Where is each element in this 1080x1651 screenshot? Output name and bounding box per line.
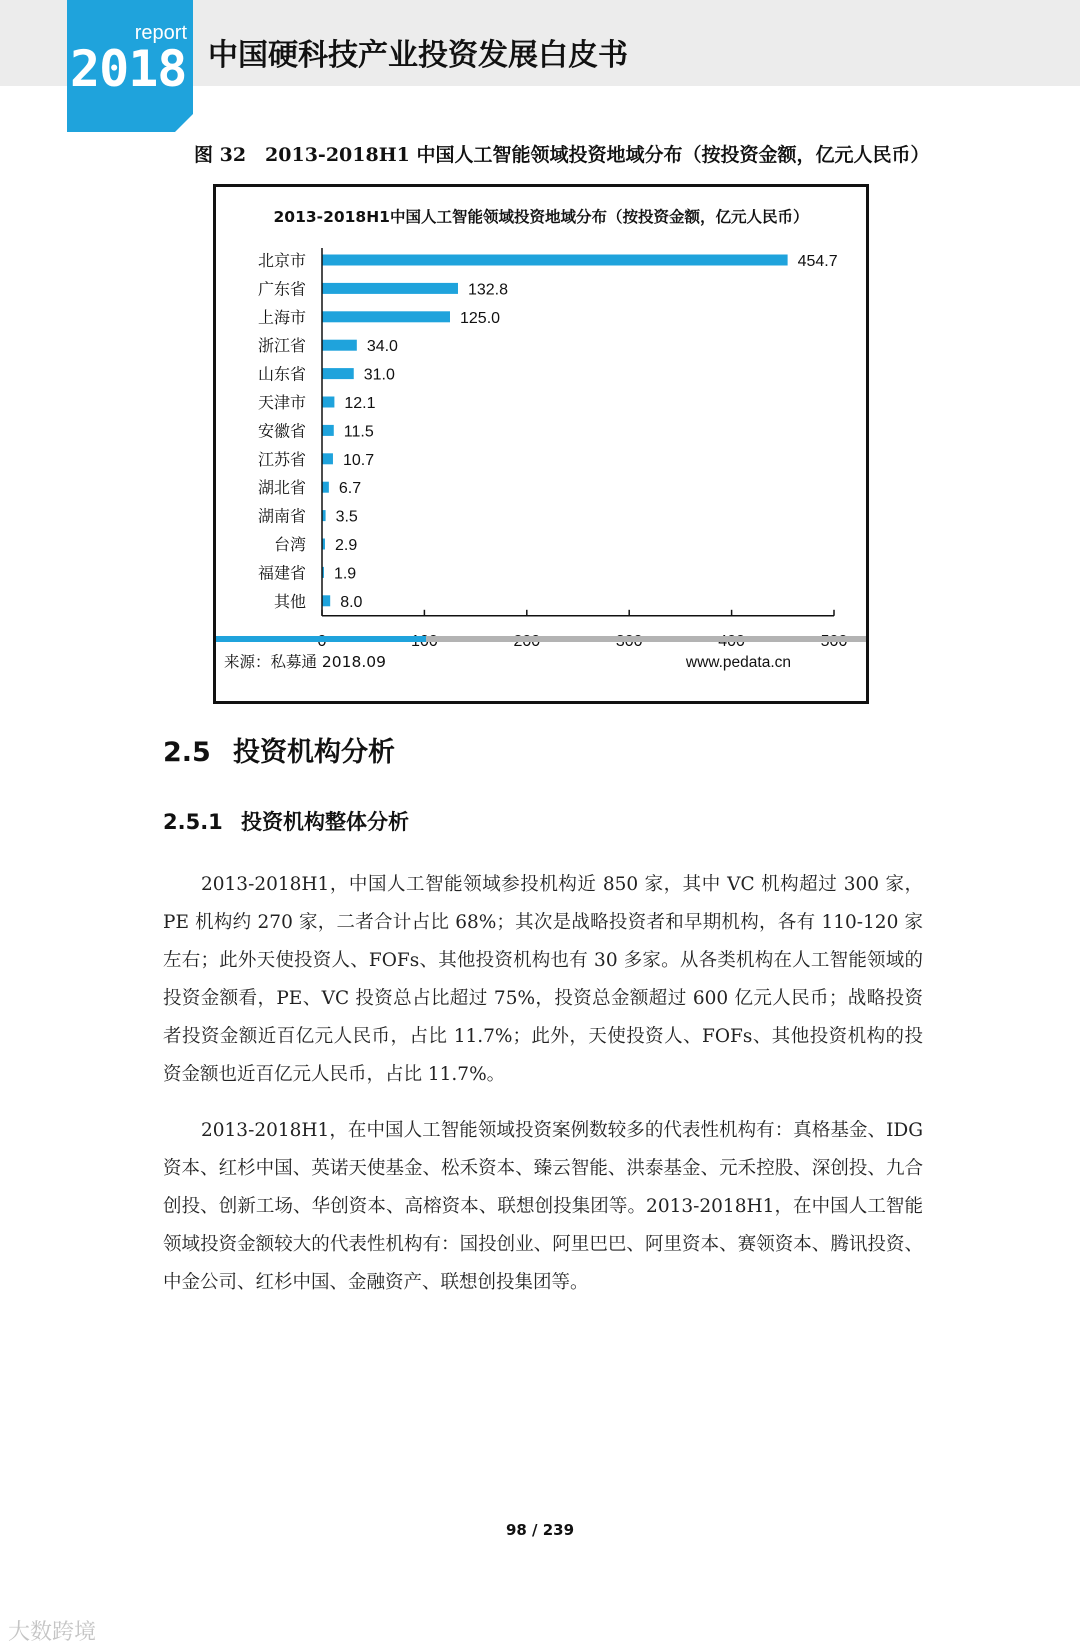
data-label: 132.8 — [467, 281, 509, 299]
section-number: 2.5 — [163, 737, 211, 768]
category-label: 广东省 — [257, 279, 306, 299]
category-label: 湖北省 — [257, 478, 306, 498]
category-label: 浙江省 — [257, 336, 306, 356]
bar-上海市 — [322, 311, 450, 322]
category-label: 江苏省 — [257, 449, 306, 469]
bar-广东省 — [322, 283, 458, 294]
bar-天津市 — [322, 397, 334, 408]
data-label: 10.7 — [342, 451, 375, 469]
bar-浙江省 — [322, 340, 357, 351]
data-label: 1.9 — [333, 565, 357, 583]
document-title: 中国硬科技产业投资发展白皮书 — [208, 38, 628, 73]
bar-山东省 — [322, 368, 354, 379]
bar-其他 — [322, 595, 330, 606]
bar-安徽省 — [322, 425, 334, 436]
data-label: 11.5 — [343, 423, 374, 441]
data-label: 6.7 — [338, 480, 362, 498]
category-label: 北京市 — [257, 251, 306, 270]
body-paragraph-1: 2013-2018H1，中国人工智能领域参投机构近 850 家，其中 VC 机构超过 300 家，PE 机构约 270 家，二者合计占比 68%；其次是战略投资者和早期机构，各有 110-120 家左右；此外天使投资人、FOFs、其他投资机构也有 30 多家。从各类机构在人工智能领域的投资金额看，PE、VC 投资总占比超过 75%，投资总金额超过 600 亿元人民币；战略投资者投资金额近百亿元人民币，占比 11.7%；此外，天使投资人、FOFs、其他投资机构的投资金额也近百亿元人民币，占比 11.7%。 — [163, 874, 923, 1085]
data-label: 31.0 — [363, 366, 395, 384]
watermark-text: 大数跨境 — [8, 1620, 97, 1645]
bar-北京市 — [322, 255, 788, 266]
body-paragraph-2: 2013-2018H1，在中国人工智能领域投资案例数较多的代表性机构有：真格基金、IDG 资本、红杉中国、英诺天使基金、松禾资本、臻云智能、洪泰基金、元禾控股、深创投、九合创投、创新工场、华创资本、高榕资本、联想创投集团等。2013-2018H1，在中国人工智能领域投资金额较大的代表性机构有：国投创业、阿里巴巴、阿里资本、赛领资本、腾讯投资、中金公司、红杉中国、金融资产、联想创投集团等。 — [163, 1120, 923, 1293]
subsection-title: 投资机构整体分析 — [241, 810, 409, 834]
badge-year: 2018 — [70, 40, 187, 98]
data-label: 2.9 — [334, 537, 358, 554]
category-label: 福建省 — [257, 563, 306, 583]
chart-source: 来源：私募通 2018.09 — [224, 653, 387, 671]
data-label: 8.0 — [340, 593, 363, 611]
data-label: 125.0 — [460, 309, 501, 327]
category-label: 上海市 — [257, 307, 306, 327]
figure-caption: 图 32 2013-2018H1 中国人工智能领域投资地域分布（按投资金额，亿元人民币） — [194, 144, 930, 166]
data-label: 12.1 — [344, 395, 376, 412]
section-title: 投资机构分析 — [233, 737, 395, 768]
chart-source-url: www.pedata.cn — [685, 654, 791, 671]
section-heading — [163, 730, 395, 769]
data-label: 34.0 — [366, 338, 398, 356]
badge-fold-corner — [175, 114, 193, 132]
data-label: 454.7 — [797, 253, 838, 270]
subsection-number: 2.5.1 — [163, 810, 223, 834]
bar-江苏省 — [322, 453, 333, 464]
chart-frame — [213, 184, 869, 704]
category-label: 台湾 — [273, 535, 306, 554]
category-label: 安徽省 — [257, 421, 306, 441]
bar-湖北省 — [322, 482, 329, 493]
watermark-logo — [8, 1615, 96, 1646]
bar-chart — [216, 187, 866, 701]
category-label: 山东省 — [257, 364, 306, 384]
page-number: 98 / 239 — [505, 1521, 575, 1539]
chart-title: 2013-2018H1中国人工智能领域投资地域分布（按投资金额，亿元人民币） — [273, 208, 809, 226]
badge-word: report — [134, 22, 187, 44]
footer-divider-accent — [216, 636, 426, 642]
category-label: 其他 — [273, 591, 306, 611]
category-label: 天津市 — [257, 393, 306, 412]
category-label: 湖南省 — [257, 506, 306, 526]
subsection-heading — [163, 806, 409, 836]
data-label: 3.5 — [335, 508, 358, 526]
report-badge — [67, 0, 193, 132]
